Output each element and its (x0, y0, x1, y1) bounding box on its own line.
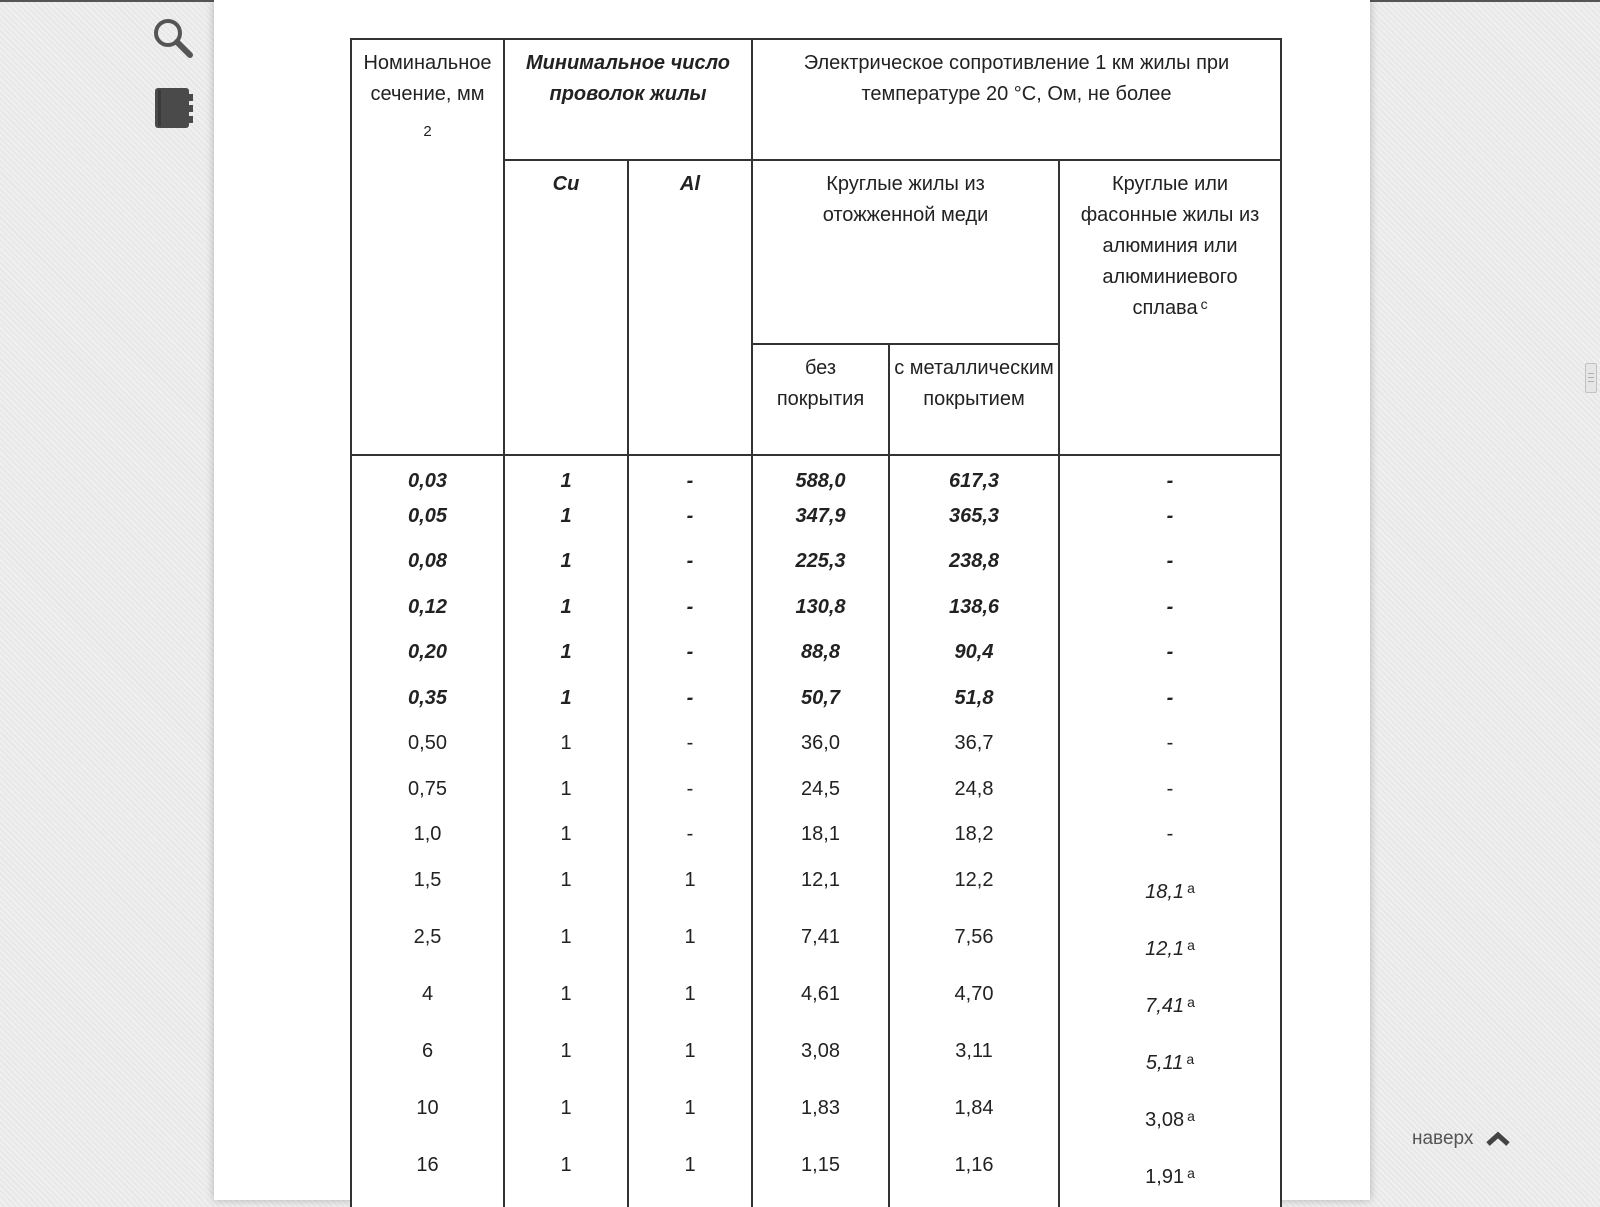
cell-resistance-coated: 3,11 (889, 1036, 1059, 1093)
table-header (351, 39, 1281, 455)
header-cu: Cu (504, 160, 628, 455)
table-row (351, 922, 1281, 979)
cell-resistance-coated: 138,6 (889, 592, 1059, 638)
cell-resistance-aluminium (1059, 819, 1281, 865)
cell-resistance-coated: 1,84 (889, 1093, 1059, 1150)
aluminium-value: - (1166, 504, 1174, 527)
cell-al-wires: - (628, 501, 752, 547)
aluminium-value: - (1166, 595, 1174, 618)
table-row (351, 683, 1281, 729)
table-row (351, 592, 1281, 638)
aluminium-value: - (1166, 470, 1174, 492)
footnote-marker: a (1187, 993, 1195, 1010)
cell-section: 0,03 (351, 455, 504, 501)
back-to-top-button[interactable] (1412, 1128, 1511, 1150)
cell-resistance-aluminium (1059, 865, 1281, 922)
table-row (351, 774, 1281, 820)
cell-resistance-aluminium (1059, 1036, 1281, 1093)
cell-resistance-uncoated: 3,08 (752, 1036, 889, 1093)
aluminium-value: 1,91 (1145, 1165, 1185, 1188)
aluminium-value: 3,08 (1145, 1108, 1185, 1131)
cell-resistance-uncoated: 50,7 (752, 683, 889, 729)
aluminium-value: - (1166, 686, 1174, 709)
cell-al-wires: - (628, 728, 752, 774)
footnote-marker: a (1186, 1050, 1195, 1067)
table-row (351, 979, 1281, 1036)
cell-resistance-aluminium (1059, 546, 1281, 592)
cell-al-wires: - (628, 819, 752, 865)
cell-section: 2,5 (351, 922, 504, 979)
header-resistance: Электрическое сопротивление 1 км жилы при температуре 20 °С, Ом, не более (752, 39, 1281, 160)
cell-cu-wires: 1 (504, 455, 628, 501)
cell-resistance-coated: 238,8 (889, 546, 1059, 592)
cell-cu-wires: 1 (504, 774, 628, 820)
cell-section: 0,35 (351, 683, 504, 729)
table-row (351, 455, 1281, 501)
cell-resistance-uncoated: 225,3 (752, 546, 889, 592)
footnote-marker: a (1187, 1164, 1195, 1181)
cell-section: 0,12 (351, 592, 504, 638)
header-coated: с металлическим покрытием (889, 344, 1059, 455)
header-aluminium-superscript: c (1200, 296, 1208, 312)
aluminium-value: 5,11 (1145, 1051, 1184, 1074)
cell-resistance-coated: 24,8 (889, 774, 1059, 820)
cell-section: 10 (351, 1093, 504, 1150)
header-uncoated: без покрытия (752, 344, 889, 455)
cell-cu-wires: 1 (504, 546, 628, 592)
cell-section: 1,0 (351, 819, 504, 865)
cell-resistance-aluminium (1059, 728, 1281, 774)
cell-resistance-uncoated: 588,0 (752, 455, 889, 501)
cell-section: 0,08 (351, 546, 504, 592)
cell-cu-wires: 1 (504, 1036, 628, 1093)
table-row (351, 728, 1281, 774)
search-icon[interactable] (151, 16, 195, 60)
cell-al-wires: - (628, 774, 752, 820)
aluminium-value: 7,41 (1145, 994, 1185, 1017)
cell-cu-wires: 1 (504, 865, 628, 922)
cell-section: 0,20 (351, 637, 504, 683)
cell-section: 0,05 (351, 501, 504, 547)
cell-resistance-aluminium (1059, 922, 1281, 979)
cell-cu-wires: 1 (504, 637, 628, 683)
cell-resistance-uncoated: 36,0 (752, 728, 889, 774)
aluminium-value: - (1166, 550, 1174, 572)
cell-al-wires: - (628, 455, 752, 501)
cell-cu-wires: 1 (504, 501, 628, 547)
cell-resistance-coated: 36,7 (889, 728, 1059, 774)
cell-cu-wires: 1 (504, 979, 628, 1036)
cell-section: 1,5 (351, 865, 504, 922)
cell-resistance-coated: 18,2 (889, 819, 1059, 865)
cell-al-wires: 1 (628, 922, 752, 979)
table-body (351, 455, 1281, 1207)
header-aluminium: Круглые или фасонные жилы из алюминия или алюминиевого сплава $^c$ (1059, 160, 1281, 455)
table-row (351, 546, 1281, 592)
footnote-marker: a (1187, 879, 1195, 896)
header-copper: Круглые жилы из отожженной меди (752, 160, 1059, 344)
chevron-up-icon (1485, 1131, 1511, 1147)
cell-cu-wires: 1 (504, 1093, 628, 1150)
cell-resistance-aluminium (1059, 1093, 1281, 1150)
cell-al-wires: 1 (628, 1150, 752, 1207)
cell-al-wires: - (628, 683, 752, 729)
table-row (351, 865, 1281, 922)
cell-resistance-aluminium (1059, 455, 1281, 501)
cell-resistance-uncoated: 18,1 (752, 819, 889, 865)
table-row (351, 819, 1281, 865)
cell-resistance-uncoated: 4,61 (752, 979, 889, 1036)
header-min-wires: Минимальное число проволок жилы (504, 39, 752, 160)
header-al: Al (628, 160, 752, 455)
header-section: Номинальное сечение, мм 2 (351, 39, 504, 455)
cell-resistance-aluminium (1059, 637, 1281, 683)
cell-resistance-coated: 7,56 (889, 922, 1059, 979)
cell-section: 0,75 (351, 774, 504, 820)
table-row (351, 637, 1281, 683)
cell-cu-wires: 1 (504, 922, 628, 979)
cell-cu-wires: 1 (504, 592, 628, 638)
cell-al-wires: - (628, 592, 752, 638)
footnote-marker: a (1187, 936, 1195, 953)
cell-cu-wires: 1 (504, 728, 628, 774)
cell-cu-wires: 1 (504, 819, 628, 865)
table-row (351, 501, 1281, 547)
cell-resistance-uncoated: 24,5 (752, 774, 889, 820)
aluminium-value: - (1166, 777, 1174, 800)
cell-al-wires: 1 (628, 979, 752, 1036)
cell-resistance-aluminium (1059, 592, 1281, 638)
cell-resistance-uncoated: 1,83 (752, 1093, 889, 1150)
cell-resistance-uncoated: 12,1 (752, 865, 889, 922)
cell-cu-wires: 1 (504, 1150, 628, 1207)
cell-resistance-coated: 90,4 (889, 637, 1059, 683)
cell-section: 6 (351, 1036, 504, 1093)
resistance-table (350, 38, 1282, 1207)
cell-resistance-aluminium (1059, 683, 1281, 729)
cell-resistance-aluminium (1059, 774, 1281, 820)
table-row (351, 1150, 1281, 1207)
cell-resistance-uncoated: 347,9 (752, 501, 889, 547)
cell-resistance-coated: 1,16 (889, 1150, 1059, 1207)
cell-al-wires: 1 (628, 1036, 752, 1093)
cell-resistance-aluminium (1059, 501, 1281, 547)
cell-resistance-uncoated: 1,15 (752, 1150, 889, 1207)
cell-resistance-coated: 12,2 (889, 865, 1059, 922)
table-row (351, 1093, 1281, 1150)
cell-cu-wires: 1 (504, 683, 628, 729)
aluminium-value: 12,1 (1145, 937, 1185, 960)
footnote-marker: a (1187, 1107, 1195, 1124)
cell-al-wires: 1 (628, 865, 752, 922)
cell-resistance-uncoated: 88,8 (752, 637, 889, 683)
cell-resistance-uncoated: 7,41 (752, 922, 889, 979)
aluminium-value: - (1166, 641, 1174, 663)
cell-resistance-coated: 365,3 (889, 501, 1059, 547)
aluminium-value: - (1166, 823, 1174, 845)
cell-al-wires: - (628, 637, 752, 683)
cell-section: 4 (351, 979, 504, 1036)
cell-resistance-aluminium (1059, 979, 1281, 1036)
header-section-superscript: 2 (423, 123, 432, 140)
cell-resistance-coated: 51,8 (889, 683, 1059, 729)
notebook-icon[interactable] (154, 86, 194, 130)
cell-resistance-uncoated: 130,8 (752, 592, 889, 638)
cell-resistance-coated: 617,3 (889, 455, 1059, 501)
aluminium-value: - (1166, 732, 1174, 754)
cell-al-wires: 1 (628, 1093, 752, 1150)
cell-section: 0,50 (351, 728, 504, 774)
back-to-top-label: наверх (1412, 1128, 1474, 1149)
cell-resistance-coated: 4,70 (889, 979, 1059, 1036)
aluminium-value: 18,1 (1145, 880, 1185, 903)
cell-al-wires: - (628, 546, 752, 592)
scrollbar-thumb[interactable] (1585, 363, 1597, 393)
cell-resistance-aluminium (1059, 1150, 1281, 1207)
table-row (351, 1036, 1281, 1093)
cell-section: 16 (351, 1150, 504, 1207)
